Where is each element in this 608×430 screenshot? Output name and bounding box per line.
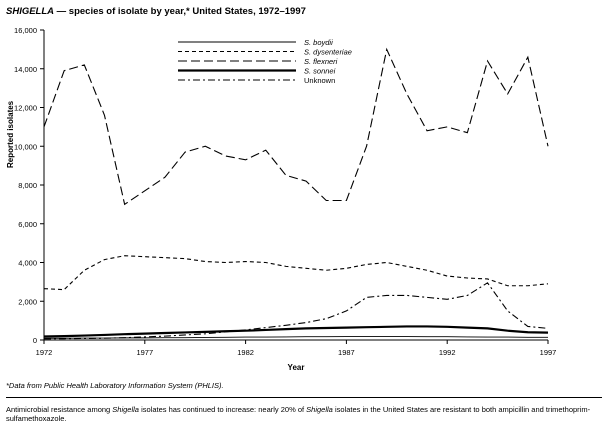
y-tick-label: 4,000 <box>18 258 37 268</box>
legend-label: S. boydii <box>304 38 333 47</box>
legend-label: S. dysenteriae <box>304 47 352 57</box>
legend-label: Unknown <box>304 76 336 85</box>
page-title <box>6 6 306 17</box>
legend-label: S. sonnei <box>304 66 336 76</box>
legend-label: S. flexneri <box>304 57 338 66</box>
y-tick-label: 12,000 <box>14 103 37 113</box>
y-tick-label: 14,000 <box>14 64 37 74</box>
page-title-rest: — species of isolate by year,* United States, 1972–1997 <box>54 6 306 17</box>
x-tick-label: 1992 <box>438 348 456 357</box>
series-line <box>44 326 548 336</box>
footnote-body-text: Antimicrobial resistance among Shigella isolates has continued to increase: nearly 20% of Shigella isolates in the United States are resistant to both ampicillin and trimethoprim-sulfamethoxazole. <box>6 405 591 424</box>
y-tick-label: 2,000 <box>18 297 37 307</box>
x-tick-label: 1987 <box>338 348 355 357</box>
y-tick-label: 0 <box>32 336 37 345</box>
x-tick-label: 1977 <box>136 348 154 357</box>
y-tick-label: 16,000 <box>14 26 37 35</box>
series-line <box>44 49 548 204</box>
shigella-line-chart <box>0 20 608 370</box>
divider <box>6 397 602 398</box>
page-title-genus: SHIGELLA <box>6 6 55 17</box>
chart-canvas <box>0 20 608 370</box>
y-axis-title: Reported isolates <box>6 100 15 168</box>
x-tick-label: 1982 <box>237 348 254 357</box>
y-tick-label: 8,000 <box>18 181 37 190</box>
footnote-source: *Data from Public Health Laboratory Information System (PHLIS). <box>6 381 224 390</box>
y-tick-label: 6,000 <box>18 219 37 229</box>
x-axis-title: Year <box>287 363 305 370</box>
x-tick-label: 1997 <box>539 348 557 357</box>
y-tick-label: 10,000 <box>14 142 37 152</box>
footnote-body <box>6 405 598 424</box>
series-line <box>44 283 548 339</box>
x-tick-label: 1972 <box>35 348 53 357</box>
series-line <box>44 256 548 290</box>
